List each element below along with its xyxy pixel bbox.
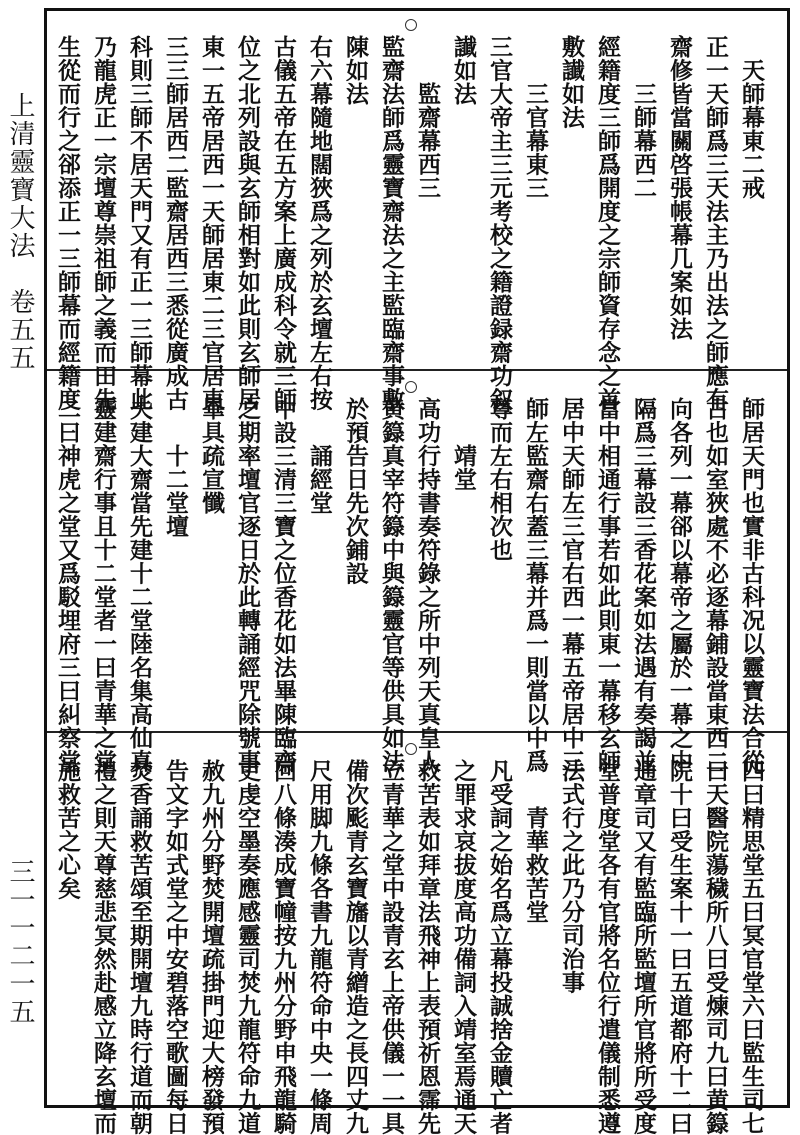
text-column: 生從而行之郤添正一三師幕而經籍度 <box>54 35 81 411</box>
text-column: 於預告日先次鋪設 <box>342 397 369 585</box>
text-column: 青華救苦堂 <box>522 759 549 924</box>
text-column: 夫建大齋當先建十二堂陸名集高仙真 <box>126 397 153 773</box>
text-column: 法式行之此乃分司治事 <box>558 759 585 994</box>
text-column: 之罪求哀拔度高功備詞入靖室焉通天 <box>450 759 477 1135</box>
register-lower <box>47 735 787 1135</box>
text-column: 師左監齋右蓋三幕并爲一則當以中爲 <box>522 397 549 773</box>
text-column: 二曰神虎之堂又爲駁埋府三曰糾察堂 <box>54 397 81 773</box>
text-column: 通章司又有監臨所監壇所官將所受度 <box>630 759 657 1135</box>
text-column: 監齋幕西三 <box>414 35 441 200</box>
text-column: 救苦表如拜章法飛神上表預祈恩霈先 <box>414 759 441 1135</box>
text-column: 回八條湊成寶幢按九州分野申飛龍騎 <box>270 759 297 1135</box>
text-column: 施救苦之心矣 <box>54 759 81 900</box>
text-column: 師居天門也實非古科况以靈寶法合從 <box>738 397 765 773</box>
text-column: 天師幕東二戒 <box>738 35 765 200</box>
text-column: 立青華之堂中設青玄上帝供儀一一具 <box>378 759 405 1135</box>
page-number: 三一一二一五 <box>5 858 35 1026</box>
text-column: 古也如室狹處不必逐幕鋪設當東西二 <box>702 397 729 773</box>
text-column: 敷䜟如法 <box>558 35 585 129</box>
text-column: 高功行持書奏符錄之所中列天真皇人 <box>414 397 441 773</box>
text-column: 黄籙真宰符籙中與籙靈官等供具如法 <box>378 397 405 773</box>
text-column: 三官幕東三 <box>522 35 549 200</box>
text-column: 位之北列設與玄師相對如此則玄師居 <box>234 35 261 411</box>
register-circle-mark <box>405 743 417 755</box>
text-column: 赦九州分野焚開壇疏掛門迎大榜發預 <box>198 759 225 1135</box>
text-column: 陳如法 <box>342 35 369 106</box>
text-column: 右六幕隨地闊狹爲之列於玄壇左右按 <box>306 35 333 411</box>
text-column: 乃龍虎正一宗壇尊崇祖師之義而田先 <box>90 35 117 411</box>
text-column: 古儀五帝在五方案上廣成科令就三師 <box>270 35 297 411</box>
text-column: 曰天醫院蕩穢所八曰受煉司九曰黄籙 <box>702 759 729 1135</box>
text-column: 經籍度三師爲開度之宗師資存念之首 <box>594 35 621 411</box>
text-column: 畢具疏宣懺 <box>198 397 225 515</box>
text-column: 備次颩青玄寶旛以青繒造之長四丈九 <box>342 759 369 1135</box>
text-columns <box>47 759 767 1135</box>
text-column: 院十曰受生案十一曰五道都府十二曰 <box>666 759 693 1135</box>
text-column: 中設三清三寶之位香花如法畢陳臨齋 <box>270 397 297 773</box>
text-column: 四曰精思堂五曰冥官堂六曰監生司七 <box>738 759 765 1135</box>
text-column: 靈建齋行事且十二堂者一曰青華之堂 <box>90 397 117 773</box>
text-column: 向各列一幕郤以幕帝之屬於一幕之中 <box>666 397 693 773</box>
text-column: 吏虔空墨奏應感靈司焚九龍符命九道 <box>234 759 261 1135</box>
text-column: 齋修皆當關啓張帳幕几案如法 <box>666 35 693 341</box>
text-column: 焚香誦救苦頌至期開壇九時行道而朝 <box>126 759 153 1135</box>
page-frame <box>44 8 790 1135</box>
register-circle-mark <box>405 19 417 31</box>
register-middle <box>47 373 787 773</box>
text-column: 禮之則天尊慈悲冥然赴感立降玄壇而 <box>90 759 117 1135</box>
text-column: 居中天師左三官右西一幕五帝居中三 <box>558 397 585 773</box>
text-column: 三官大帝主三元考校之籍證録齋功叙 <box>486 35 513 411</box>
text-column: 尊而左右相次也 <box>486 397 513 562</box>
text-column: 靖堂 <box>450 397 477 491</box>
text-column: 當中相通行事若如此則東一幕移玄師 <box>594 397 621 773</box>
text-column: 十二堂壇 <box>162 397 189 538</box>
text-columns <box>47 397 767 773</box>
book-title: 上清靈寶大法 卷五五 <box>5 92 35 372</box>
text-column: 隔爲三幕設三香花案如法遇有奏謁並 <box>630 397 657 773</box>
text-column: 監齋法師爲靈寶齋法之主監臨齋事敷 <box>378 35 405 411</box>
text-column: 正一天師爲三天法主乃出法之師應有 <box>702 35 729 411</box>
text-column: 䜟如法 <box>450 35 477 106</box>
text-columns <box>47 35 767 411</box>
text-column: 三師幕西二 <box>630 35 657 200</box>
register-upper <box>47 11 787 411</box>
text-column: 尺用脚九條各書九龍符命中央一條周 <box>306 759 333 1135</box>
text-column: 東一五帝居西一天師居東二三官居東 <box>198 35 225 411</box>
text-column: 三三師居西二監齋居西三悉從廣成古 <box>162 35 189 411</box>
text-column: 告文字如式堂之中安碧落空歌圖每日 <box>162 759 189 1135</box>
text-column: 凡受詞之始名爲立幕投誠捨金贖亡者 <box>486 759 513 1135</box>
register-circle-mark <box>405 381 417 393</box>
text-column: 之期率壇官逐日於此轉誦經咒除號事 <box>234 397 261 773</box>
text-column: 誦經堂 <box>306 397 333 515</box>
text-column: 科則三師不居天門又有正一三師幕此 <box>126 35 153 411</box>
text-column: 堂普度堂各有官將名位行遣儀制悉遵 <box>594 759 621 1135</box>
